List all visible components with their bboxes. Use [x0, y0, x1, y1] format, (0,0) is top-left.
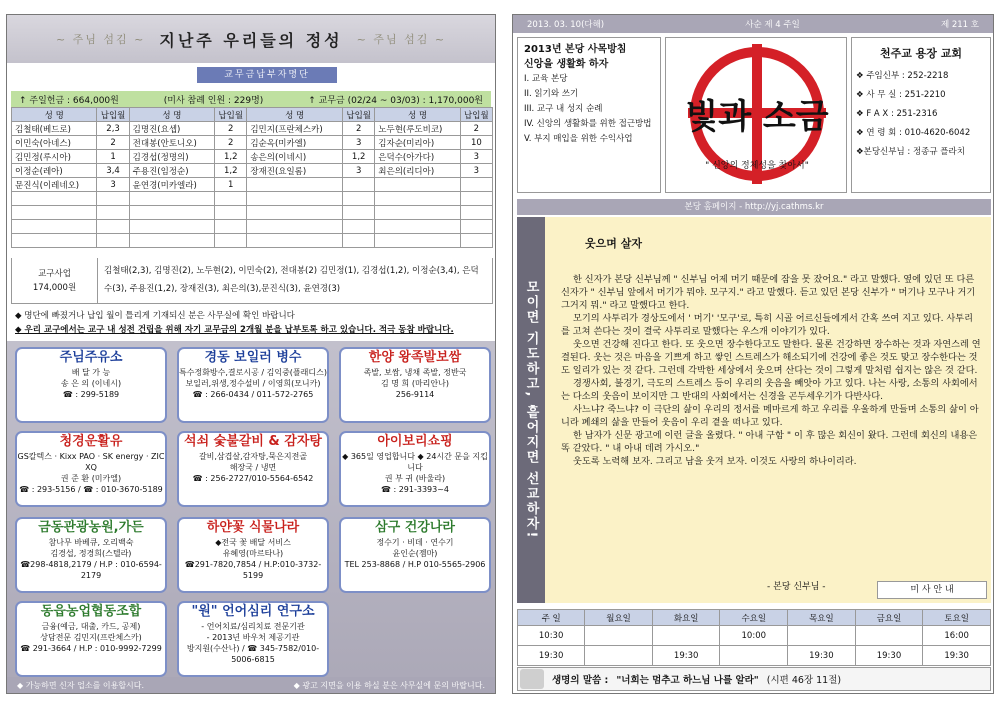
church-name: 천주교 용장 교회: [879, 47, 963, 60]
month-cell: [97, 192, 129, 206]
ad-card: [15, 601, 167, 677]
day-header: 주 일: [518, 610, 585, 626]
day-header: 토요일: [923, 610, 991, 626]
ad-name: 삼구 건강나라: [375, 520, 455, 535]
ad-name: 동읍농업협동조합: [40, 604, 142, 619]
essay-body: [561, 273, 981, 468]
table-row: [12, 192, 493, 206]
mass-guide-label: 미 사 안 내: [877, 581, 987, 599]
policy-item: I. 교육 본당: [524, 74, 568, 84]
name-cell: [12, 220, 97, 234]
name-cell: [375, 206, 460, 220]
name-cell: 전대봉(안토니오): [129, 136, 214, 150]
time-cell: 19:30: [518, 646, 585, 666]
month-cell: 2: [97, 136, 129, 150]
ad-line: 권 부 귀 (바울라): [384, 474, 446, 483]
left-footer: [7, 677, 495, 693]
column-header: 납입월: [97, 108, 129, 122]
logo-title: 빛과 소금: [685, 97, 829, 137]
page-title: 지난주 우리들의 정성: [159, 30, 343, 50]
offering-banner: [7, 15, 495, 63]
month-cell: [460, 192, 492, 206]
ad-line: ◆전국 꽃 배달 서비스: [215, 538, 291, 547]
name-cell: [247, 178, 343, 192]
essay-signature: - 본당 신부님 -: [767, 582, 826, 592]
month-cell: [343, 192, 375, 206]
month-cell: [97, 206, 129, 220]
table-row: [12, 136, 493, 150]
policy-item: IV. 신앙의 생활화를 위한 접근방법: [524, 119, 652, 129]
name-cell: [375, 192, 460, 206]
ad-line: ☎ : 293-5156 / ☎ : 010-3670-5189: [19, 485, 163, 494]
month-cell: 3,4: [97, 164, 129, 178]
month-cell: 2: [215, 122, 247, 136]
info-line: ❖ F A X : 251-2316: [856, 109, 938, 119]
policy-item: II. 읽기와 쓰기: [524, 89, 579, 99]
day-header: 목요일: [788, 610, 856, 626]
time-cell: 19:30: [652, 646, 720, 666]
ad-line: 배 달 가 능: [71, 368, 111, 377]
month-cell: 1: [97, 150, 129, 164]
time-cell: 19:30: [788, 646, 856, 666]
month-cell: [215, 192, 247, 206]
month-cell: 3: [343, 136, 375, 150]
jesus-portrait-icon: [520, 669, 544, 689]
ad-line: 윤인순(젬마): [392, 549, 438, 558]
month-cell: 3: [460, 150, 492, 164]
time-cell: 19:30: [923, 646, 991, 666]
bulletin-logo: [665, 37, 847, 193]
month-cell: [97, 220, 129, 234]
time-cell: 10:00: [720, 626, 788, 646]
essay-paragraph: 경쟁사회, 불경기, 극도의 스트레스 등이 우리의 웃음을 빼앗아 가고 있다. 나는 사랑, 소통의 사회에서는 다소의 웃음이 보이지만 그 반대의 사회에서는 신경을 곤두세우기가 다반사다.: [561, 378, 978, 402]
time-cell: [585, 626, 653, 646]
ad-line: 정수기 · 비데 · 연수기: [376, 538, 454, 547]
name-cell: 김민정(루시아): [12, 150, 97, 164]
name-cell: 김경섭(정명의): [129, 150, 214, 164]
name-cell: 노두현(루도비코): [375, 122, 460, 136]
month-cell: 1,2: [343, 150, 375, 164]
name-cell: 이정순(레아): [12, 164, 97, 178]
ad-name: 주님주유소: [59, 350, 123, 365]
time-cell: 10:30: [518, 626, 585, 646]
month-cell: [215, 206, 247, 220]
issue-date: 2013. 03. 10(다해): [527, 20, 605, 30]
dept-label: 교무금납부자명단: [197, 67, 337, 83]
time-cell: 16:00: [923, 626, 991, 646]
column-header: 성 명: [12, 108, 97, 122]
name-cell: [375, 178, 460, 192]
name-cell: [129, 234, 214, 248]
offering-summary: [11, 91, 491, 107]
ad-name: 금동관광농원,가든: [38, 520, 144, 535]
month-cell: [215, 234, 247, 248]
ad-line: ☎ : 256-2727/010-5564-6542: [192, 474, 314, 483]
name-cell: [375, 234, 460, 248]
cross-circle-icon: [666, 38, 847, 193]
name-cell: 최은의(리디아): [375, 164, 460, 178]
diocese-project: [11, 258, 493, 304]
essay-paragraph: 사느냐? 죽느냐? 이 극단의 삶이 우리의 정서를 메마르게 하고 우리를 우울하게 만들며 소통의 삶이 아니라 폐쇄의 삶을 만들어 웃음이 우리 곁을 떠나고 있다.: [561, 404, 979, 428]
info-line: ❖ 연 령 회 : 010-4620-6042: [856, 128, 971, 138]
footer-right: ◆ 광고 지면을 이용 하실 분은 사무실에 문의 바랍니다.: [293, 680, 485, 690]
name-cell: 주용진(임정순): [129, 164, 214, 178]
month-cell: 1,2: [215, 164, 247, 178]
dues-table: [11, 107, 493, 248]
liturgical-week: 사순 제 4 주일: [745, 20, 800, 30]
church-dues: ↑ 교무금 (02/24 ~ 03/03) : 1,170,000원: [308, 95, 483, 106]
name-cell: [247, 206, 343, 220]
month-cell: 2,3: [97, 122, 129, 136]
month-cell: [343, 178, 375, 192]
ad-card: [177, 431, 329, 507]
ad-line: - 2013년 바우처 제공기관: [206, 633, 300, 642]
ad-card: [339, 517, 491, 593]
ad-line: 유혜영(마르타나): [222, 549, 284, 558]
month-cell: 2: [460, 122, 492, 136]
day-header: 금요일: [855, 610, 923, 626]
time-cell: [855, 626, 923, 646]
ad-line: ◆ 365일 영업합니다 ◆ 24시간 문을 지킵니다: [342, 452, 488, 472]
name-cell: [129, 220, 214, 234]
month-cell: 1,2: [215, 150, 247, 164]
ad-line: GS칼텍스 · Kixx PAO · SK energy · ZIC XQ: [17, 452, 165, 472]
essay-paragraph: 한 신자가 본당 신부님께 " 신부님 어제 머기 때문에 잠을 못 잤어요." 라고 말했다. 옆에 있던 또 다른 신자가 " 신부님 앞에서 머기가 뭐야. 모구지." 라고 말했다. 듣고 있던 본당 신부가 " 머기나 모구나 거기 그거지 뭐." 라고 말했다고 한다.: [561, 274, 976, 311]
ad-line: ☎ : 291-3393~4: [380, 485, 450, 494]
issue-bar: [513, 15, 993, 33]
name-cell: 문진식(이레네오): [12, 178, 97, 192]
name-cell: [12, 192, 97, 206]
name-cell: 김자순(미리아): [375, 136, 460, 150]
day-header: 월요일: [585, 610, 653, 626]
name-cell: [129, 192, 214, 206]
ad-line: 참나무 바베큐, 오리백숙: [48, 538, 134, 547]
ad-line: 김경섭, 정경희(스텔라): [50, 549, 132, 558]
info-line: ❖ 사 무 실 : 251-2210: [856, 90, 946, 100]
essay-paragraph: 웃도록 노력해 보자. 그리고 남을 웃겨 보자. 이것도 사랑의 하나이리라.: [573, 456, 857, 467]
ad-line: ☎291-7820,7854 / H.P:010-3732-5199: [184, 560, 322, 580]
ad-name: 석쇠 숯불갈비 & 감자탕: [184, 434, 322, 449]
sunday-offering: ↑ 주일헌금 : 664,000원: [19, 95, 119, 106]
pastoral-policy: [517, 37, 661, 193]
ad-name: 경동 보일러 병수: [204, 350, 302, 365]
month-cell: 3: [97, 178, 129, 192]
essay-section: [517, 217, 991, 603]
essay-paragraph: 모기의 사투리가 경상도에서 ' 머기' '모구'로, 특히 시골 어르신들에게서 간혹 쓰여 지고 있다. 사투리를 고쳐 쓴다는 것이 결국 사투리로 말했다는 우스개 이야기가 있다.: [561, 313, 974, 337]
table-row: [12, 206, 493, 220]
ad-line: ☎ 291-3664 / H.P : 010-9992-7299: [20, 644, 162, 653]
word-text: "너희는 멈추고 하느님 나를 알라": [616, 675, 759, 686]
ad-line: ☎ : 266-0434 / 011-572-2765: [192, 390, 314, 399]
issue-number: 제 211 호: [940, 20, 979, 30]
diocese-names: 김철태(2,3), 김명진(2), 노두현(2), 이민숙(2), 전대봉(2) 김민정(1), 김경섭(1,2), 이정순(3,4), 은덕수(3), 주용진(1,2), 장재진(3), 최은의(3),문진식(3), 윤연경(3): [104, 266, 479, 294]
table-row: [12, 178, 493, 192]
essay-paragraph: 웃으면 건강해 진다고 한다. 또 웃으면 장수한다고도 말한다. 물론 건강하면 장수하는 것과 자연스레 연결된다. 웃는 것은 마음을 기쁘게 하고 쌓인 스트레스가 해소되기에 건강에 좋은 것도 맞고 장수한다는 것도 일리가 있는 것 같다. 그런데 각박한 세상에서 웃으며 산다는 것이 그렇게 말처럼 쉽지는 않은 것 같다.: [561, 339, 981, 376]
table-row: [12, 234, 493, 248]
month-cell: [460, 234, 492, 248]
ad-line: 권 준 환 (미카엘): [60, 474, 122, 483]
column-header: 성 명: [129, 108, 214, 122]
column-header: 납입월: [460, 108, 492, 122]
time-cell: [652, 626, 720, 646]
ad-line: 특수정화방수,결로시공 / 김익중(플래디스): [179, 368, 327, 377]
name-cell: [375, 220, 460, 234]
ad-line: 갈비,삼겹살,감자탕,묵은지전골: [198, 452, 308, 461]
footer-left: ◆ 가능하면 신자 업소를 이용합시다.: [17, 680, 145, 690]
policy-title: 2013년 본당 사목방침: [524, 44, 627, 55]
column-header: 납입월: [215, 108, 247, 122]
time-cell: [720, 646, 788, 666]
policy-subtitle: 신앙을 생활화 하자: [524, 59, 609, 70]
ad-line: 해장국 / 냉면: [229, 463, 277, 472]
name-cell: 장재진(요일롬): [247, 164, 343, 178]
ad-card: [177, 601, 329, 677]
name-cell: 김민지(프란체스카): [247, 122, 343, 136]
essay-paragraph: 한 남자가 신문 광고에 이런 글을 올렸다. " 아내 구함 " 이 후 많은 회신이 왔다. 그런데 회신의 내용은 똑 같았다. " 내 아내 데려 가시오.": [561, 430, 978, 454]
name-cell: 송은의(이네시): [247, 150, 343, 164]
month-cell: 2: [215, 136, 247, 150]
month-cell: [460, 206, 492, 220]
ad-line: ☎298-4818,2179 / H.P : 010-6594-2179: [20, 560, 162, 580]
ad-line: 족발, 보쌈, 냉채 족발, 정반국: [363, 368, 467, 377]
time-cell: [788, 626, 856, 646]
info-line: ❖본당신부님 : 정종규 플라치: [856, 147, 965, 157]
ad-card: [15, 517, 167, 593]
name-cell: [247, 192, 343, 206]
name-cell: 이민숙(아네스): [12, 136, 97, 150]
ad-name: 하얀꽃 식물나라: [206, 520, 300, 535]
name-cell: [129, 206, 214, 220]
ad-card: [177, 517, 329, 593]
name-cell: [12, 234, 97, 248]
table-row: [12, 122, 493, 136]
month-cell: [460, 178, 492, 192]
table-row: [12, 150, 493, 164]
column-header: 성 명: [375, 108, 460, 122]
diocese-amount: 174,000원: [32, 282, 77, 293]
name-cell: 윤연경(미카엘라): [129, 178, 214, 192]
month-cell: 3: [460, 164, 492, 178]
month-cell: [215, 220, 247, 234]
word-of-life: [517, 667, 991, 691]
ad-line: 금융(예금, 대출, 카드, 공제): [41, 622, 141, 631]
table-row: [12, 164, 493, 178]
ad-line: 보일러,위생,정수설비 / 이영희(모니카): [185, 379, 321, 388]
ad-card: [15, 347, 167, 423]
name-cell: [247, 220, 343, 234]
ad-line: 김 명 희 (마리안나): [381, 379, 449, 388]
month-cell: 3: [343, 164, 375, 178]
table-row: [12, 220, 493, 234]
name-cell: 김순옥(미카엘): [247, 136, 343, 150]
month-cell: [343, 206, 375, 220]
name-cell: 김철태(베드로): [12, 122, 97, 136]
month-cell: [460, 220, 492, 234]
mass-schedule: [517, 609, 991, 666]
homepage-bar[interactable]: 본당 홈페이지 - http://yj.cathms.kr: [517, 199, 991, 215]
name-cell: [247, 234, 343, 248]
word-label: 생명의 말씀 :: [552, 675, 609, 686]
ad-line: 송 은 의 (이네시): [60, 379, 122, 388]
note-building: ◆ 우리 교구에서는 교구 내 성전 건립을 위해 자기 교무금의 2개월 분을 납부토록 하고 있습니다. 적극 동참 바랍니다.: [15, 325, 454, 335]
table-row: [518, 646, 991, 666]
day-header: 수요일: [720, 610, 788, 626]
column-header: 납입월: [343, 108, 375, 122]
essay-title: 웃으며 살자: [585, 237, 642, 250]
time-cell: 19:30: [855, 646, 923, 666]
ad-card: [339, 431, 491, 507]
month-cell: 2: [343, 122, 375, 136]
ad-line: - 언어치료/심리치료 전문기관: [201, 622, 305, 631]
month-cell: 10: [460, 136, 492, 150]
banner-deco-right: ~ 주님 섬김 ~: [356, 33, 447, 46]
ad-card: [177, 347, 329, 423]
ad-line: ☎ : 299-5189: [62, 390, 120, 399]
table-row: [518, 626, 991, 646]
month-cell: [343, 220, 375, 234]
month-cell: [97, 234, 129, 248]
policy-item: V. 부지 매입을 위한 수익사업: [524, 134, 633, 144]
banner-deco-left: ~ 주님 섬김 ~: [55, 33, 146, 46]
ad-name: 청경운활유: [59, 434, 123, 449]
name-cell: 김명진(요셉): [129, 122, 214, 136]
ad-card: [339, 347, 491, 423]
attendance: (미사 참례 인원 : 229명): [163, 95, 264, 106]
column-header: 성 명: [247, 108, 343, 122]
day-header: 화요일: [652, 610, 720, 626]
name-cell: 은덕수(아가다): [375, 150, 460, 164]
ad-name: 한양 왕족발보쌈: [368, 350, 462, 365]
time-cell: [585, 646, 653, 666]
ad-line: 방지원(수산나) / ☎ 345-7582/010-5006-6815: [186, 644, 320, 664]
bulletin-page: [512, 14, 994, 694]
church-info: [851, 37, 991, 193]
offering-page: [6, 14, 496, 694]
ad-line: 256-9114: [395, 390, 435, 399]
ad-name: 아이보리쇼핑: [377, 434, 453, 449]
month-cell: [343, 234, 375, 248]
month-cell: 1: [215, 178, 247, 192]
name-cell: [12, 206, 97, 220]
ad-line: 상담전문 김민지(프란체스카): [40, 633, 142, 642]
info-line: ❖ 주임신부 : 252-2218: [856, 71, 949, 81]
ad-name: "원" 언어심리 연구소: [191, 604, 315, 619]
diocese-label: 교구사업: [38, 268, 71, 279]
policy-item: III. 교구 내 성지 순례: [524, 104, 603, 114]
logo-subtitle: " 신앙의 정체성을 찾아서": [705, 161, 809, 171]
note-check: ◆ 명단에 빠졌거나 납입 월이 틀리게 기재되신 분은 사무실에 확인 바랍니다: [15, 311, 295, 321]
ad-line: TEL 253-8868 / H.P 010-5565-2906: [344, 560, 486, 569]
ad-card: [15, 431, 167, 507]
word-reference: (시편 46장 11절): [766, 675, 842, 686]
vertical-slogan: 모이면 기도하고, 흩어지면 선교하자!: [517, 217, 545, 603]
